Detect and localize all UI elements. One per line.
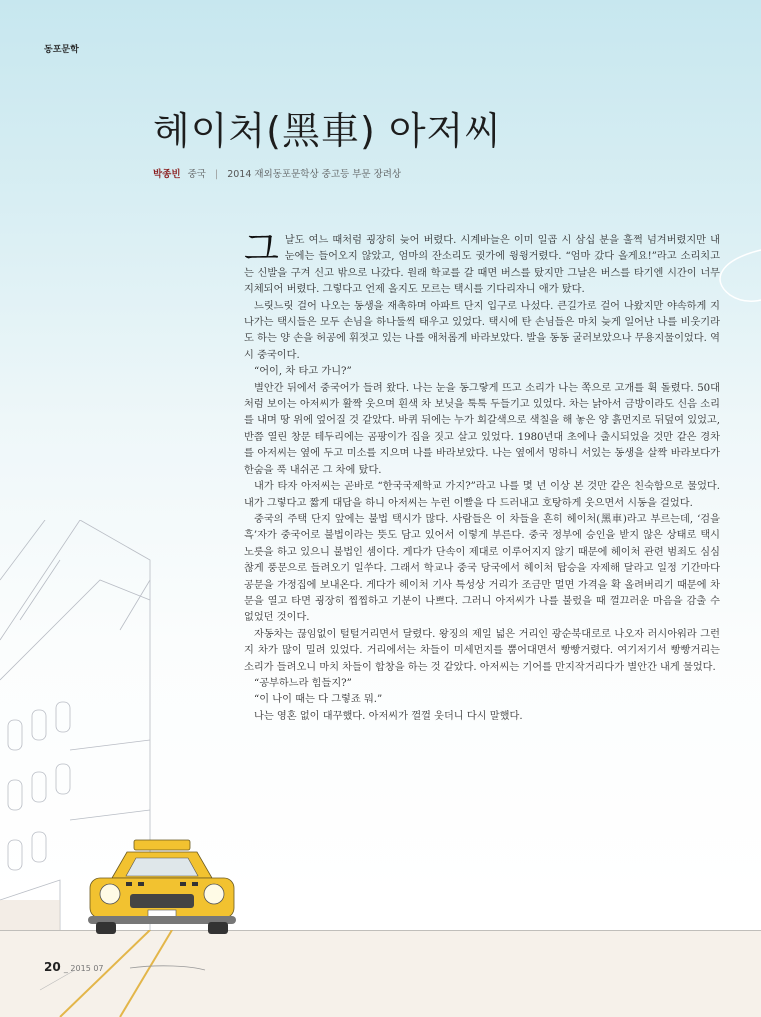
article-title: 헤이처(黑車) 아저씨 bbox=[153, 109, 502, 153]
award-info: 2014 재외동포문학상 중고등 부문 장려상 bbox=[227, 169, 402, 180]
section-label: 동포문학 bbox=[44, 45, 79, 55]
drop-cap: 그 bbox=[244, 229, 279, 270]
taxi-illustration bbox=[82, 838, 242, 938]
issue-date: _ 2015 07 bbox=[63, 964, 104, 973]
paragraph: “공부하느라 힘들지?” bbox=[254, 677, 352, 689]
paragraph: 별안간 뒤에서 중국어가 들려 왔다. 나는 눈을 동그랗게 뜨고 소리가 나는 쪽으로 고개를 휙 돌렸다. 50대처럼 보이는 아저씨가 활짝 웃으며 흰색 차 보닛을 툭툭 두들기고 있었다. 차는 낡아서 금방이라도 신음 소리를 내며 땅 위에 엎어질 것 같았다. 바퀴 뒤에는 누가 회갈색으로 색칠을 해 놓은 양 흙먼지로 뒤덮여 있었고, 반쯤 열린 창문 테두리에는 곰팡이가 집을 짓고 살고 있었다. 1980년대 초에나 출시되었을 것만 같은 경차를 아저씨는 옆에 두고 미소를 지으며 나를 바라보았다. 나는 옆에서 멍하니 서있는 동생을 살짝 바라보다가 한숨을 푹 내쉬곤 그 차에 탔다. bbox=[244, 382, 720, 476]
byline-separator: | bbox=[214, 169, 219, 180]
paragraph: 중국의 주택 단지 앞에는 불법 택시가 많다. 사람들은 이 차들을 흔히 헤이처(黑車)라고 부르는데, ‘검을 흑’자가 중국어로 불법이라는 뜻도 담고 있어서 이렇게 부른다. 중국 정부에 승인을 받지 않은 상태로 택시 노릇을 하고 있으니 불법인 셈이다. 게다가 단속이 제대로 이루어지지 않기 때문에 헤이처 관련 범죄도 심심찮게 풍문으로 들려오기 일쑤다. 그래서 학교나 중국 당국에서 헤이처 탑승을 자제해 달라고 일정 기간마다 공문을 가정집에 보내온다. 게다가 헤이처 기사 특성상 거리가 조금만 멀면 가격을 확 올려버리기 때문에 차문을 열고 타면 굉장히 찝찝하고 기분이 나쁘다. 그러니 아저씨가 나를 불렀을 때 껄끄러운 마음을 감출 수 없었던 것이다. bbox=[244, 513, 720, 624]
byline bbox=[153, 166, 401, 180]
page-number: 20 bbox=[44, 960, 61, 974]
paragraph: 느릿느릿 걸어 나오는 동생을 재촉하며 아파트 단지 입구로 나섰다. 큰길가로 걸어 나왔지만 야속하게 지나가는 택시들은 모두 손님을 하나둘씩 태우고 있었다. 택시에 탄 손님들은 마치 늦게 일어난 나를 비웃기라도 하는 양 손을 허공에 휘젓고 있는 나를 애처롭게 바라보았다. 발을 동동 굴러보았으나 무용지물이었다. 역시 중국이다. bbox=[244, 300, 720, 361]
paragraph: 그날도 여느 때처럼 굉장히 늦어 버렸다. 시계바늘은 이미 일곱 시 삼십 분을 훌쩍 넘겨버렸지만 내 눈에는 들어오지 않았고, 엄마의 잔소리도 귓가에 윙윙거렸다. “엄마 갔다 올게요!”라고 소리치고는 신발을 구겨 신고 밖으로 나갔다. 원래 학교를 갈 때면 버스를 탔지만 그날은 버스를 타기엔 시간이 너무 지체되어 버렸다. 그렇다고 언제 올지도 모르는 택시를 기다리자니 애가 탔다. bbox=[244, 229, 720, 296]
road-illustration bbox=[0, 930, 761, 1017]
author-name: 박종빈 bbox=[153, 169, 181, 180]
paragraph: 나는 영혼 없이 대꾸했다. 아저씨가 껄껄 웃더니 다시 말했다. bbox=[254, 710, 523, 722]
paragraph: 내가 타자 아저씨는 곧바로 “한국국제학교 가지?”라고 나를 몇 년 이상 본 것만 같은 친숙함으로 물었다. 내가 그렇다고 짧게 대답을 하니 아저씨는 누런 이빨을 다 드러내고 호탕하게 웃으면서 시동을 걸었다. bbox=[244, 481, 720, 509]
author-country: 중국 bbox=[187, 169, 206, 180]
article-body bbox=[244, 229, 720, 725]
page-footer bbox=[44, 960, 104, 974]
paragraph: 자동차는 끊임없이 털털거리면서 달렸다. 왕징의 제일 넓은 거리인 광순북대로로 나오자 러시아워라 그런지 차가 많이 밀려 있었다. 거리에서는 차들이 미세먼지를 뿜어대면서 빵빵거렸다. 여기저기서 빵빵거리는 소리가 들려오니 마치 차들이 합창을 하는 것 같았다. 아저씨는 기어를 만지작거리다가 별안간 내게 물었다. bbox=[244, 628, 720, 673]
paragraph: “이 나이 때는 다 그렇죠 뭐.” bbox=[254, 694, 383, 706]
paragraph: “어이, 차 타고 가니?” bbox=[254, 366, 352, 378]
